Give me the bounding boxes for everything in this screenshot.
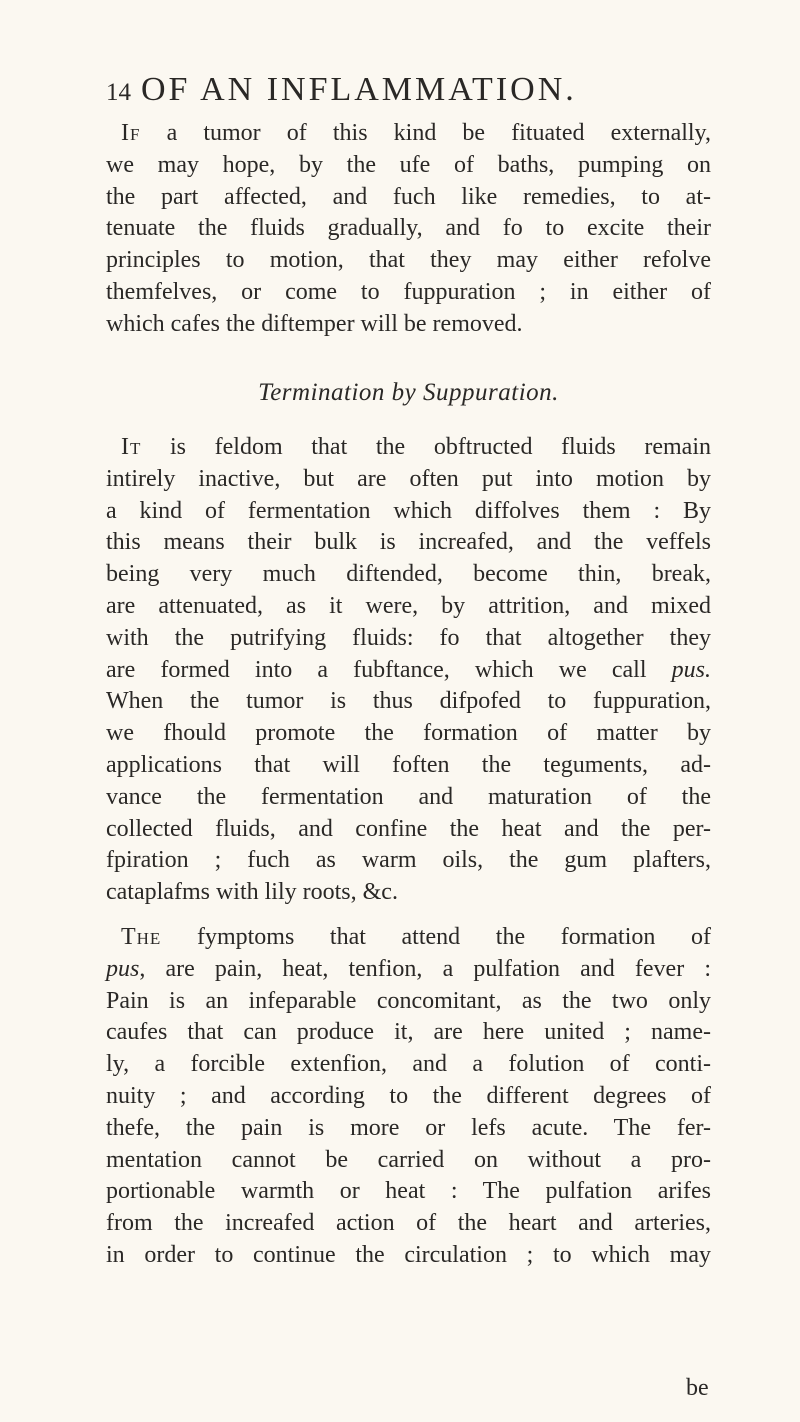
text-line: with the putrifying fluids: fo that altogether they [106, 624, 711, 651]
text-line: caufes that can produce it, are here united ; name- [106, 1019, 711, 1046]
text-line: portionable warmth or heat : The pulfation arifes [106, 1178, 711, 1205]
text-line: themfelves, or come to fuppuration ; in either of [106, 278, 711, 305]
text-line: It is feldom that the obftructed fluids remain [121, 434, 711, 460]
page-number: 14 [106, 79, 131, 106]
text-line: The fymptoms that attend the formation of [121, 924, 711, 950]
text-line: mentation cannot be carried on without a pro- [106, 1146, 711, 1173]
text-line: When the tumor is thus difpofed to fuppuration, [106, 688, 711, 715]
text-line: from the increafed action of the heart and arteries, [106, 1210, 711, 1237]
text-line: which cafes the diftemper will be removed. [106, 310, 523, 337]
text-line: intirely inactive, but are often put into motion by [106, 465, 711, 492]
paragraph-suppuration [106, 432, 711, 909]
drop-word: If [121, 120, 141, 146]
text-line: Pain is an infeparable concomitant, as the two only [106, 987, 711, 1014]
text-line: a kind of fermentation which diffolves them : By [106, 497, 711, 524]
drop-word: The [121, 924, 162, 950]
text-line: If a tumor of this kind be fituated externally, [121, 120, 711, 146]
text-line: collected fluids, and confine the heat and the per- [106, 815, 711, 842]
text-line: are formed into a fubftance, which we call pus. [106, 656, 711, 683]
text-line: nuity ; and according to the different degrees of [106, 1082, 711, 1109]
text-line: we fhould promote the formation of matter by [106, 720, 711, 747]
text-line: applications that will foften the teguments, ad- [106, 751, 711, 778]
text-line: are attenuated, as it were, by attrition, and mixed [106, 592, 711, 619]
text-line: tenuate the fluids gradually, and fo to excite their [106, 215, 711, 242]
section-heading: Termination by Suppuration. [258, 379, 559, 406]
text-line: the part affected, and fuch like remedies, to at- [106, 183, 711, 210]
running-title: OF AN INFLAMMATION. [141, 71, 577, 108]
text-line: this means their bulk is increafed, and the veffels [106, 529, 711, 556]
paragraph-symptoms [106, 922, 711, 1272]
text-line: being very much diftended, become thin, break, [106, 561, 711, 588]
text-line: pus, are pain, heat, tenfion, a pulfation and fever : [106, 955, 711, 982]
text-line: thefe, the pain is more or lefs acute. The fer- [106, 1114, 711, 1141]
running-head [106, 70, 577, 113]
text-line: cataplafms with lily roots, &c. [106, 879, 398, 906]
text-line: in order to continue the circulation ; to which may [106, 1241, 711, 1268]
text-line: ly, a forcible extenfion, and a folution of conti- [106, 1051, 711, 1078]
paragraph-external-tumor [106, 118, 711, 341]
text-line: fpiration ; fuch as warm oils, the gum plafters, [106, 847, 711, 874]
text-line: principles to motion, that they may either refolve [106, 247, 711, 274]
catchword: be [686, 1375, 709, 1401]
drop-word: It [121, 434, 142, 460]
text-line: we may hope, by the ufe of baths, pumping on [106, 151, 711, 178]
text-line: vance the fermentation and maturation of the [106, 783, 711, 810]
